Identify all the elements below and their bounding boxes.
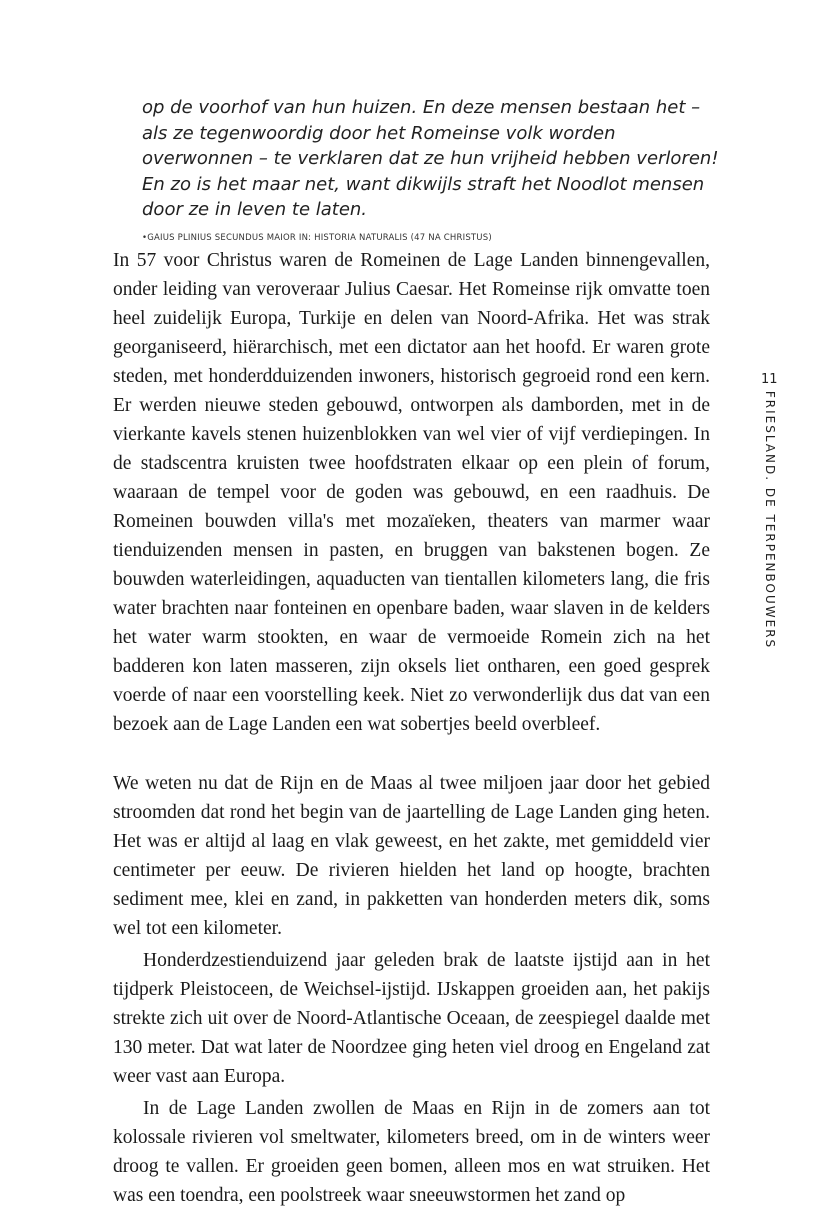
body-text	[113, 246, 710, 1210]
paragraph-3: Honderdzestienduizend jaar geleden brak de laatste ijstijd aan in het tijdperk Pleistoceen, de Weichsel-ijstijd. IJskappen groeiden aan, het pakijs strekte zich uit over de Noord-Atlantische Oceaan, de zeespiegel daalde met 130 meter. Dat wat later de Noordzee ging heten viel droog en Engeland zat weer vast aan Europa.	[113, 950, 710, 1087]
paragraph-2: We weten nu dat de Rijn en de Maas al twee miljoen jaar door het gebied stroomden dat rond het begin van de jaartelling de Lage Landen ging heten. Het was er altijd al laag en vlak geweest, en het zakte, met gemiddeld vier centimeter per eeuw. De rivieren hielden het land op hoogte, brachten sediment mee, klei en zand, in pakketten van honderden meters dik, soms wel tot een kilometer.	[113, 773, 710, 939]
paragraph-1: In 57 voor Christus waren de Romeinen de Lage Landen binnengevallen, onder leiding van veroveraar Julius Caesar. Het Romeinse rijk omvatte toen heel zuidelijk Europa, Turkije en delen van Noord-Afrika. Het was strak georganiseerd, hiërarchisch, met een dictator aan het hoofd. Er waren grote steden, met honderdduizenden inwoners, historisch gegroeid rond een kern. Er werden nieuwe steden gebouwd, ontworpen als damborden, met in de vierkante kavels stenen huizenblokken van wel vier of vijf verdiepingen. In de stadscentra kruisten twee hoofdstraten elkaar op een plein of forum, waaraan de tempel voor de goden was gebouwd, en een raadhuis. De Romeinen bouwden villa's met mozaïeken, theaters van marmer waar tienduizenden mensen in pasten, en bruggen van bakstenen bogen. Ze bouwden waterleidingen, aquaducten van tientallen kilometers lang, die fris water brachten naar fonteinen en openbare baden, waar slaven in de kelders het water warm stookten, en waar de vermoeide Romein zich na het badderen kon laten masseren, zijn oksels liet ontharen, een goed gesprek voerde of naar een voorstelling keek. Niet zo verwonderlijk dus dat van een bezoek aan de Lage Landen een wat sobertjes beeld overbleef.	[113, 250, 710, 735]
quote-text: op de voorhof van hun huizen. En deze mensen bestaan het – als ze tegenwoordig door het Romeinse volk worden overwonnen – te verklaren dat ze hun vrijheid hebben verloren! En zo is het maar net, want dikwijls straft het Noodlot mensen door ze in leven te laten.	[142, 97, 719, 220]
page-number: 11	[761, 372, 778, 387]
quote-source: •GAIUS PLINIUS SECUNDUS MAIOR IN: HISTORIA NATURALIS (47 NA CHRISTUS)	[142, 232, 492, 243]
paragraph-4: In de Lage Landen zwollen de Maas en Rijn in de zomers aan tot kolossale rivieren vol smeltwater, kilometers breed, om in de winters weer droog te vallen. Er groeiden geen bomen, alleen mos en wat struiken. Het was een toendra, een poolstreek waar sneeuwstormen het zand op	[113, 1098, 710, 1206]
epigraph-quote	[142, 95, 722, 251]
running-head: FRIESLAND. DE TERPENBOUWERS	[763, 390, 777, 650]
